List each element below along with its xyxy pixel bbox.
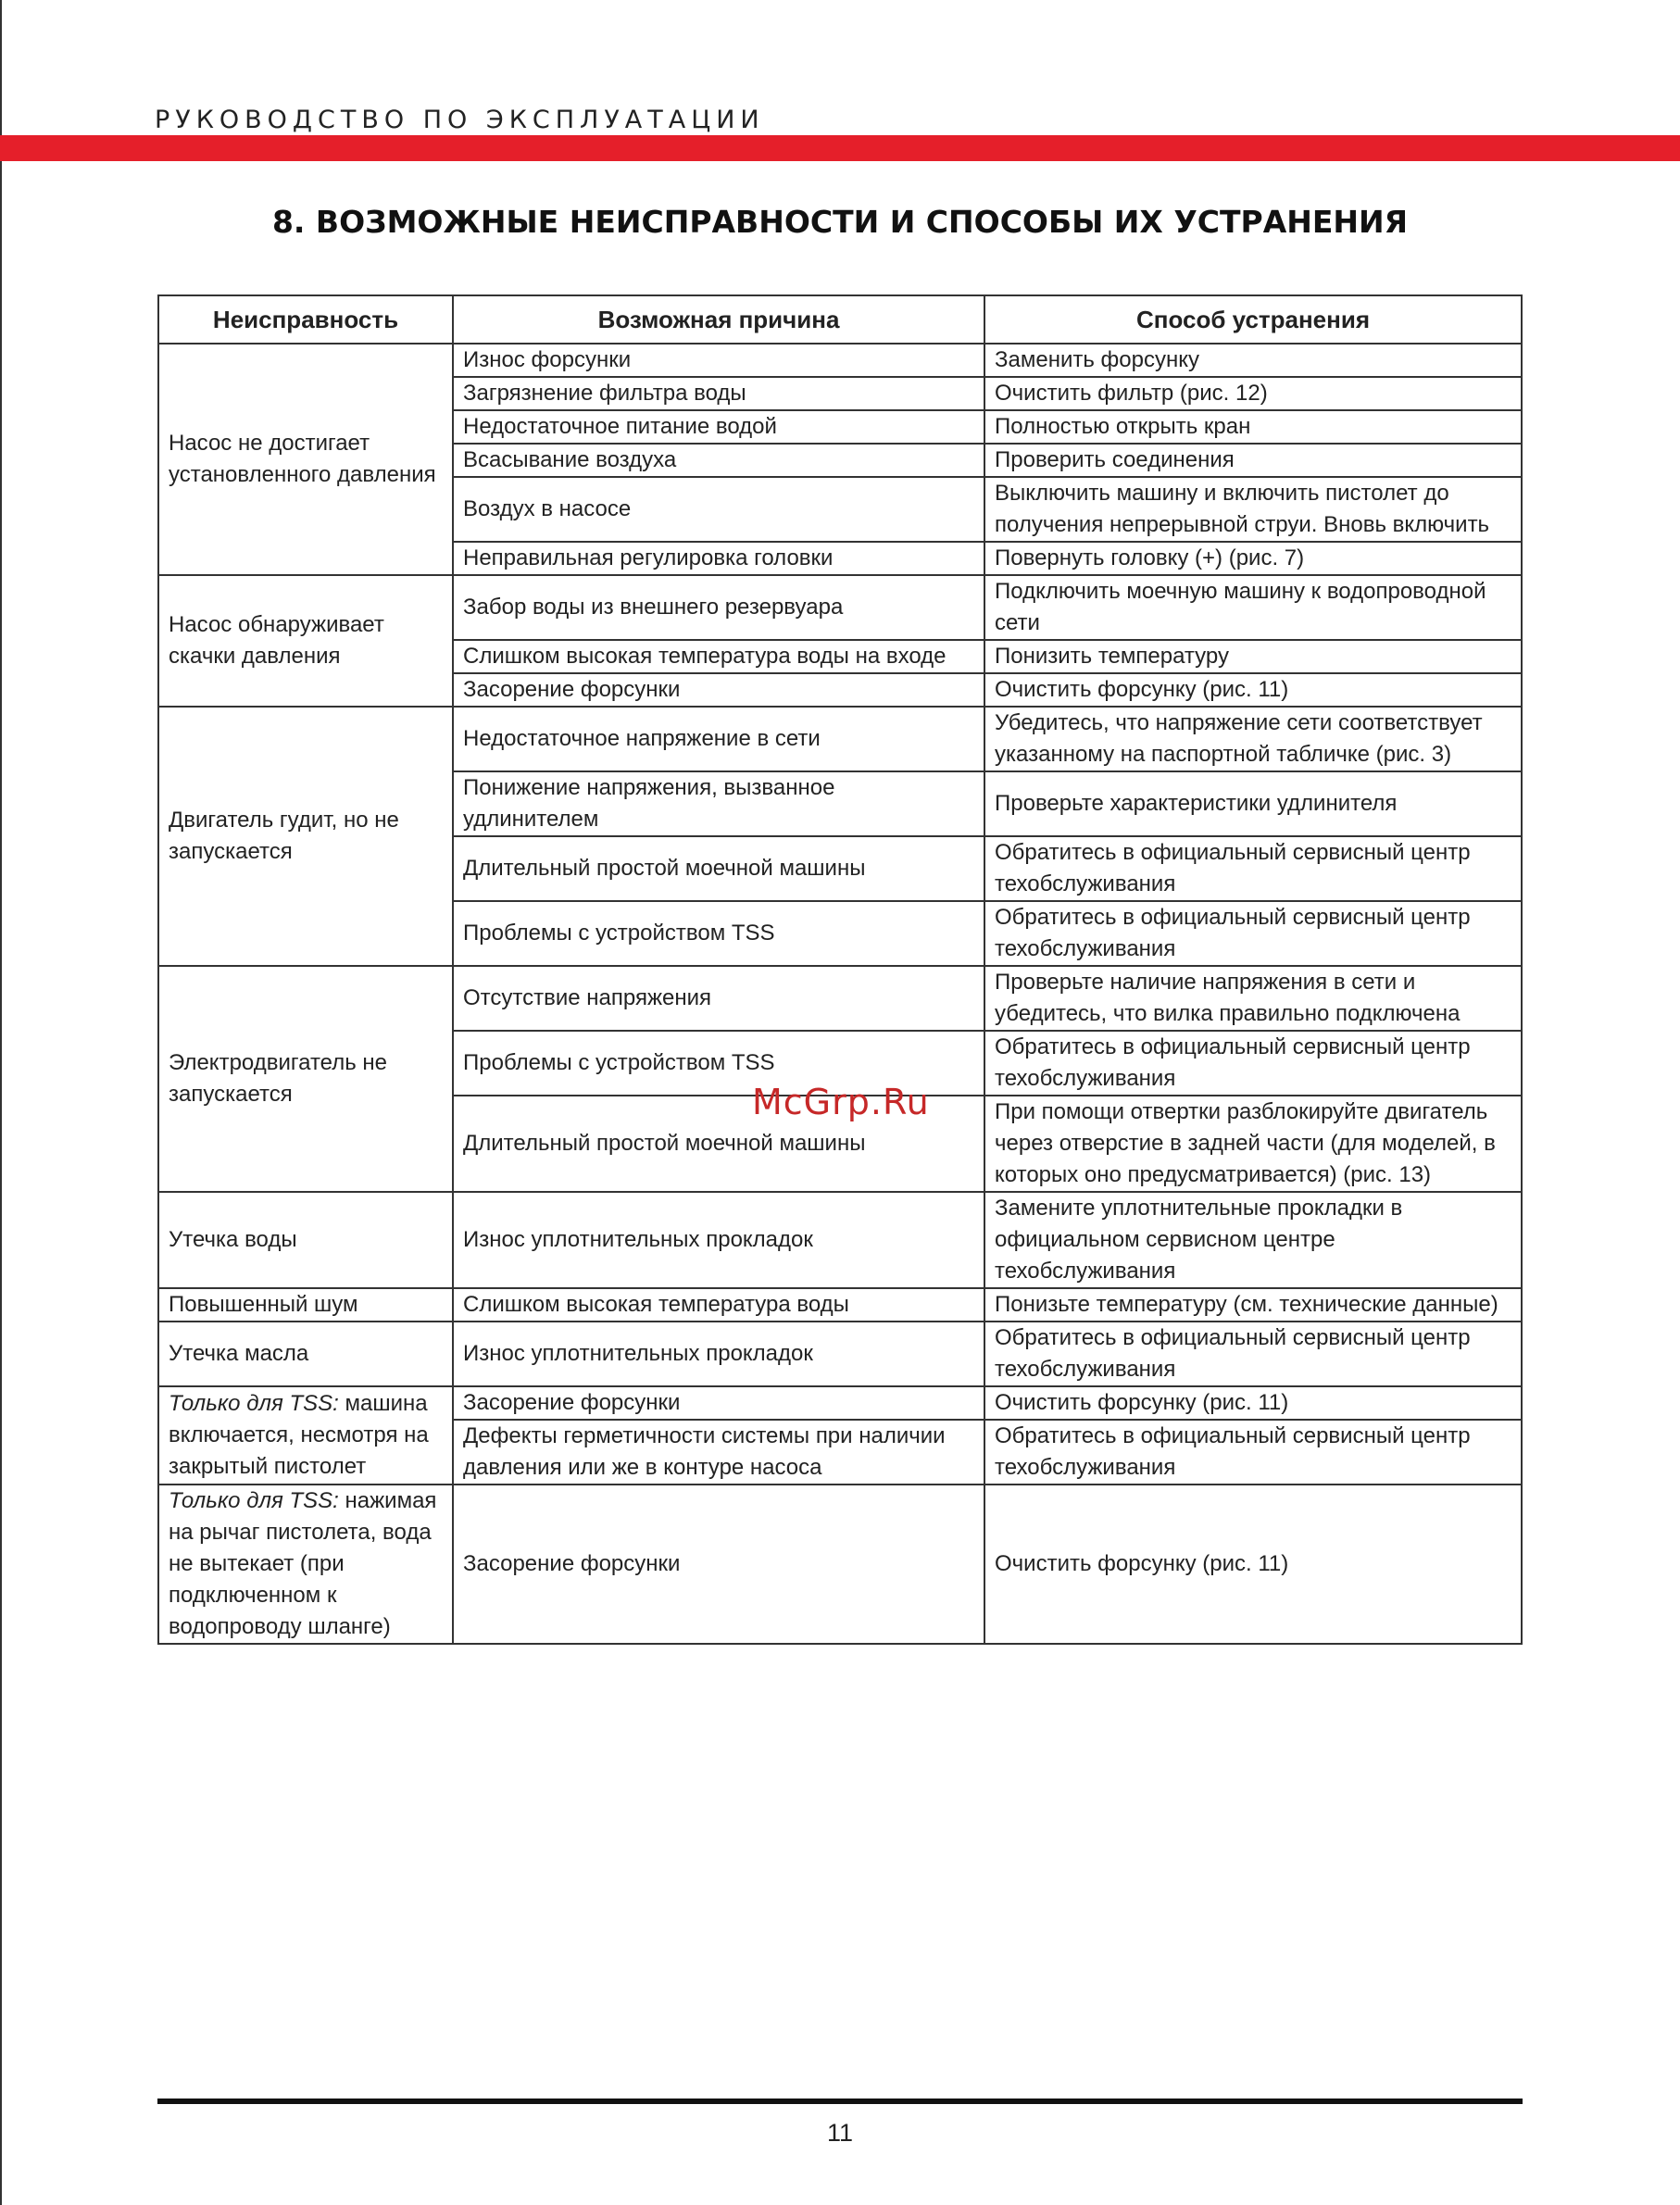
cause-cell: Износ уплотнительных прокладок — [453, 1322, 984, 1386]
cause-cell: Всасывание воздуха — [453, 444, 984, 477]
table-body — [158, 344, 1522, 1644]
solution-cell: Замените уплотнительные прокладки в официальном сервисном центре техобслуживания — [984, 1192, 1522, 1288]
problem-cell — [158, 575, 453, 707]
section-title: 8. ВОЗМОЖНЫЕ НЕИСПРАВНОСТИ И СПОСОБЫ ИХ УСТРАНЕНИЯ — [271, 204, 1409, 240]
troubleshooting-table-container — [157, 294, 1521, 1645]
tss-note: Только для TSS: — [169, 1488, 339, 1513]
solution-cell: Очистить форсунку (рис. 11) — [984, 673, 1522, 707]
cause-cell: Проблемы с устройством TSS — [453, 1031, 984, 1096]
problem-cell — [158, 966, 453, 1192]
table-row — [158, 1322, 1522, 1386]
solution-cell: Проверьте наличие напряжения в сети и убедитесь, что вилка правильно подключена — [984, 966, 1522, 1031]
cause-cell: Недостаточное напряжение в сети — [453, 707, 984, 771]
cause-cell: Недостаточное питание водой — [453, 410, 984, 444]
problem-text: Насос не достигает установленного давления — [169, 431, 436, 487]
cause-cell: Длительный простой моечной машины — [453, 836, 984, 901]
problem-text: машина включается, несмотря на закрытый пистолет — [169, 1391, 429, 1479]
header-solution: Способ устранения — [984, 295, 1522, 344]
cause-cell: Отсутствие напряжения — [453, 966, 984, 1031]
solution-cell: Проверить соединения — [984, 444, 1522, 477]
table-row — [158, 1192, 1522, 1288]
cause-cell: Износ форсунки — [453, 344, 984, 377]
page-edge-line — [0, 0, 2, 2205]
solution-cell: Обратитесь в официальный сервисный центр техобслуживания — [984, 901, 1522, 966]
cause-cell: Загрязнение фильтра воды — [453, 377, 984, 410]
solution-cell: Обратитесь в официальный сервисный центр техобслуживания — [984, 836, 1522, 901]
solution-cell: Повернуть головку (+) (рис. 7) — [984, 542, 1522, 575]
solution-cell: Понизьте температуру (см. технические данные) — [984, 1288, 1522, 1322]
cause-cell: Износ уплотнительных прокладок — [453, 1192, 984, 1288]
solution-cell: Обратитесь в официальный сервисный центр техобслуживания — [984, 1031, 1522, 1096]
solution-cell: Проверьте характеристики удлинителя — [984, 771, 1522, 836]
solution-cell: Убедитесь, что напряжение сети соответствует указанному на паспортной табличке (рис. 3) — [984, 707, 1522, 771]
table-header-row — [158, 295, 1522, 344]
table-row — [158, 1288, 1522, 1322]
problem-text: Двигатель гудит, но не запускается — [169, 808, 399, 864]
solution-cell: Обратитесь в официальный сервисный центр техобслуживания — [984, 1322, 1522, 1386]
running-header: РУКОВОДСТВО ПО ЭКСПЛУАТАЦИИ — [155, 106, 765, 134]
problem-cell — [158, 1485, 453, 1644]
table-row — [158, 966, 1522, 1031]
problem-text: Утечка воды — [169, 1227, 297, 1252]
table-row — [158, 344, 1522, 377]
solution-cell: Выключить машину и включить пистолет до получения непрерывной струи. Вновь включить — [984, 477, 1522, 542]
header-red-band — [0, 135, 1680, 161]
cause-cell: Воздух в насосе — [453, 477, 984, 542]
solution-cell: Понизить температуру — [984, 640, 1522, 673]
problem-cell — [158, 344, 453, 575]
problem-text: Повышенный шум — [169, 1292, 358, 1317]
solution-cell: Очистить фильтр (рис. 12) — [984, 377, 1522, 410]
solution-cell: При помощи отвертки разблокируйте двигатель через отверстие в задней части (для моделей, в которых оно предусматривается) (рис. 13) — [984, 1096, 1522, 1192]
cause-cell: Длительный простой моечной машины — [453, 1096, 984, 1192]
table-row — [158, 1386, 1522, 1420]
solution-cell: Заменить форсунку — [984, 344, 1522, 377]
table-row — [158, 575, 1522, 640]
cause-cell: Неправильная регулировка головки — [453, 542, 984, 575]
problem-cell — [158, 1386, 453, 1485]
cause-cell: Засорение форсунки — [453, 1485, 984, 1644]
troubleshooting-table — [157, 294, 1523, 1645]
cause-cell: Засорение форсунки — [453, 673, 984, 707]
problem-cell — [158, 1192, 453, 1288]
page-number: 11 — [826, 2119, 854, 2147]
solution-cell: Обратитесь в официальный сервисный центр техобслуживания — [984, 1420, 1522, 1485]
problem-cell — [158, 1322, 453, 1386]
cause-cell: Слишком высокая температура воды на входе — [453, 640, 984, 673]
problem-cell — [158, 1288, 453, 1322]
table-row — [158, 707, 1522, 771]
solution-cell: Очистить форсунку (рис. 11) — [984, 1485, 1522, 1644]
cause-cell: Дефекты герметичности системы при наличии давления или же в контуре насоса — [453, 1420, 984, 1485]
table-row — [158, 1485, 1522, 1644]
cause-cell: Проблемы с устройством TSS — [453, 901, 984, 966]
solution-cell: Подключить моечную машину к водопроводной сети — [984, 575, 1522, 640]
footer-rule — [157, 2099, 1523, 2104]
solution-cell: Полностью открыть кран — [984, 410, 1522, 444]
cause-cell: Слишком высокая температура воды — [453, 1288, 984, 1322]
problem-cell — [158, 707, 453, 966]
header-cause: Возможная причина — [453, 295, 984, 344]
watermark: McGrp.Ru — [752, 1082, 930, 1122]
cause-cell: Понижение напряжения, вызванное удлинителем — [453, 771, 984, 836]
header-problem: Неисправность — [158, 295, 453, 344]
problem-text: Электродвигатель не запускается — [169, 1050, 387, 1107]
solution-cell: Очистить форсунку (рис. 11) — [984, 1386, 1522, 1420]
tss-note: Только для TSS: — [169, 1391, 339, 1416]
problem-text: Насос обнаруживает скачки давления — [169, 612, 384, 669]
cause-cell: Засорение форсунки — [453, 1386, 984, 1420]
cause-cell: Забор воды из внешнего резервуара — [453, 575, 984, 640]
problem-text: нажимая на рычаг пистолета, вода не вытекает (при подключенном к водопроводу шланге) — [169, 1488, 437, 1639]
problem-text: Утечка масла — [169, 1341, 309, 1366]
